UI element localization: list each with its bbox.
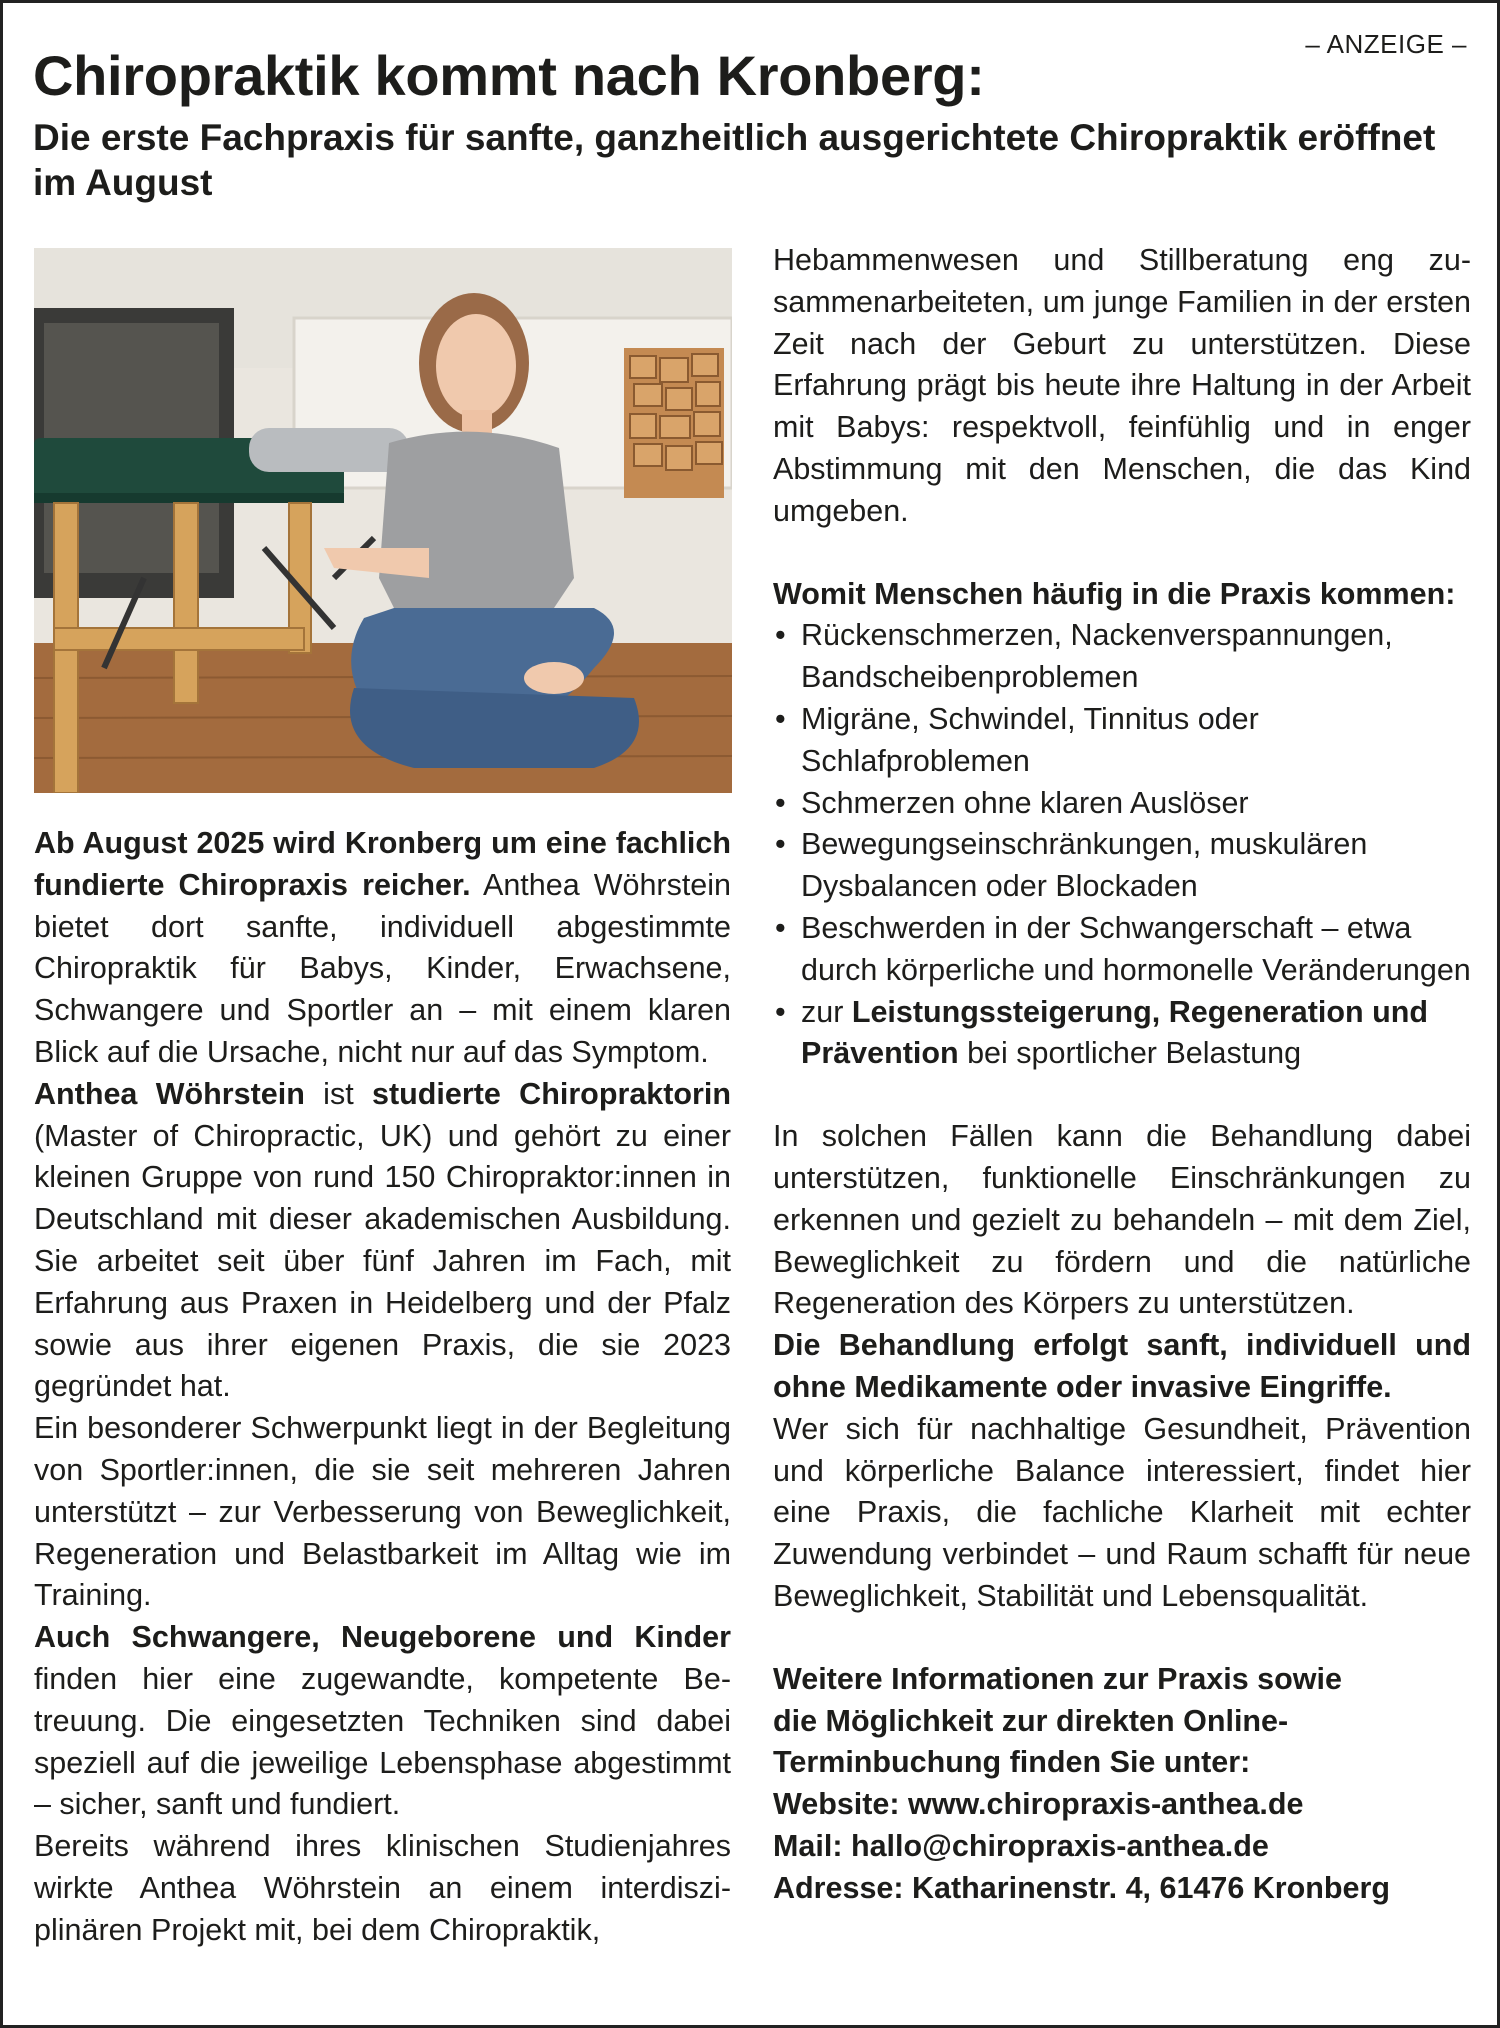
studies-paragraph: Bereits während ihres klinischen Studienjahres wirkte Anthea Wöhrstein an einem interdisziplinären Projekt mit, bei dem Chiropraktik, [34, 1829, 731, 1947]
sports-paragraph: Ein besonderer Schwerpunkt liegt in der Begleitung von Sportler:innen, die sie seit mehreren Jahren unterstützt – zur Verbesserung von Beweglichkeit, Regeneration und Belastbarkeit im Alltag wie im Training. [34, 1411, 731, 1613]
list-item: • Beschwerden in der Schwangerschaft – etwa durch körperliche und hormonelle Veränderungen [773, 908, 1471, 992]
left-column [34, 823, 731, 1952]
closing-paragraph: Wer sich für nachhaltige Gesundheit, Prävention und körperliche Balance interessiert, findet hier eine Praxis, die fachliche Klarheit mit echter Zuwendung verbindet – und Raum schafft für neue Beweglichkeit, Stabilität und Lebensqualität. [773, 1411, 1471, 1613]
pregnancy-paragraph [34, 1617, 731, 1826]
spacer [773, 1075, 1471, 1116]
spacer [773, 1618, 1471, 1659]
qualification-text-a: ist [304, 1076, 373, 1111]
treatment-emphasis-text: Die Behandlung erfolgt sanft, individuell und ohne Medikamente oder invasive Eingriffe. [773, 1328, 1471, 1404]
contact-block [773, 1659, 1471, 1910]
treatment-emphasis [773, 1325, 1471, 1409]
list-item: • Migräne, Schwindel, Tinnitus oder Schlafproblemen [773, 699, 1471, 783]
treatment-paragraph: In solchen Fällen kann die Behandlung dabei unterstützen, funktionelle Einschränkungen zu erkennen und gezielt zu behandeln – mit dem Ziel, Beweglichkeit zu fördern und die natürliche Regeneration des Körpers zu unterstützen. [773, 1119, 1471, 1321]
list-item-bold: Leistungssteigerung, Regeneration und Prävention [801, 994, 1429, 1071]
practitioner-photo [34, 248, 732, 793]
practitioner-title: studierte Chiropraktorin [372, 1076, 731, 1111]
pregnancy-lead: Auch Schwangere, Neugeborene und Kinder [34, 1620, 731, 1655]
practitioner-name: Anthea Wöhrstein [34, 1076, 305, 1111]
qualification-text-b: (Master of Chiropractic, UK) und gehört zu einer kleinen Gruppe von rund 150 Chiropraktor:innen in Deutschland mit dieser akademischen Ausbildung. Sie arbeitet seit über fünf Jahren im Fach, mit Erfahrung aus Praxen in Heidelberg und der Pfalz sowie aus ihrer eigenen Praxis, die sie 2023 gegründet hat. [34, 1118, 731, 1404]
address-line: Adresse: Katharinenstr. 4, 61476 Kronberg [773, 1870, 1391, 1905]
ad-label: – ANZEIGE – [1305, 29, 1467, 59]
contact-line: die Möglichkeit zur direkten Online- [773, 1703, 1289, 1738]
list-item: • Bewegungseinschränkungen, muskulären Dysbalancen oder Blockaden [773, 824, 1471, 908]
right-column [773, 240, 1471, 1909]
list-item [773, 992, 1471, 1076]
complaints-list [773, 615, 1471, 1075]
intro-text: Anthea Wöhrstein bietet dort sanfte, individuell abgestimmte Chiropraktik für Babys, Kinder, Erwachsene, Schwangere und Sportler an – mit einem klaren Blick auf die Ursache, nicht nur auf das Symptom. [34, 867, 732, 1069]
page-title: Chiropraktik kommt nach Kronberg: [33, 44, 985, 107]
contact-line: Weitere Informationen zur Praxis sowie [773, 1661, 1342, 1696]
midwifery-paragraph: Hebammenwesen und Stillberatung eng zusammenarbeiteten, um junge Familien in der ersten Zeit nach der Geburt zu unterstützen. Diese Erfahrung prägt bis heute ihre Haltung in der Arbeit mit Babys: respektvoll, feinfühlig und in enger Abstimmung mit den Menschen, die das Kind umgeben. [773, 243, 1471, 528]
list-item: • Rückenschmerzen, Nackenverspannungen, Bandscheibenproblemen [773, 615, 1471, 699]
email-line: Mail: hallo@chiropraxis-anthea.de [773, 1828, 1269, 1863]
list-heading [773, 574, 1471, 616]
list-heading-text: Womit Menschen häufig in die Praxis kommen: [773, 576, 1456, 611]
intro-lead: Ab August 2025 wird Kronberg um eine fachlich fundierte Chiropraxis reicher. [34, 826, 731, 902]
qualification-paragraph [34, 1074, 731, 1408]
page-subtitle: Die erste Fachpraxis für sanfte, ganzheitlich ausgerichtete Chiropraktik eröffnet im August [33, 117, 1436, 203]
list-item-suffix: bei sportlicher Belastung [958, 1036, 1302, 1071]
pregnancy-text: finden hier eine zugewandte, kompetente Betreuung. Die eingesetzten Techniken sind dabei speziell auf die jeweilige Lebensphase abgestimmt – sicher, sanft und fundiert. [34, 1661, 731, 1822]
intro-paragraph [34, 823, 731, 1074]
list-item-prefix: zur [801, 994, 852, 1029]
contact-line: Terminbuchung finden Sie unter: [773, 1745, 1251, 1780]
list-item: • Schmerzen ohne klaren Auslöser [773, 783, 1471, 825]
spacer [773, 533, 1471, 574]
website-line: Website: www.chiropraxis-anthea.de [773, 1787, 1304, 1822]
